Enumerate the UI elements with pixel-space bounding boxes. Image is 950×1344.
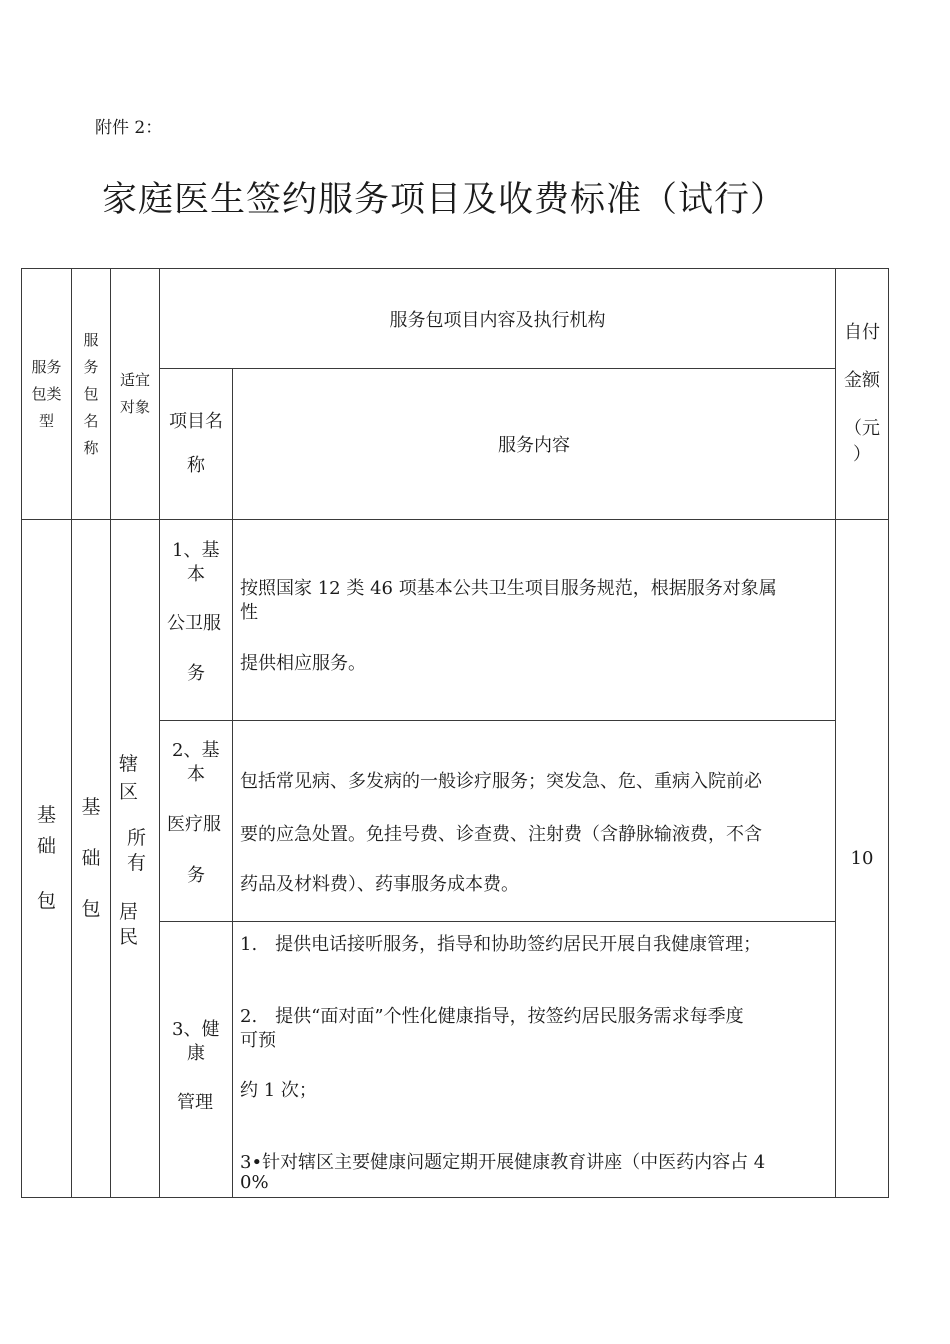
body-service-name-line: 包 <box>81 898 101 920</box>
header-fee <box>835 268 889 520</box>
body-service-type-line: 础 <box>36 835 56 857</box>
row-2-item-line: 2、基 <box>172 740 220 761</box>
header-target-line: 对象 <box>119 398 150 416</box>
body-target-line: 辖 <box>119 753 139 775</box>
row-2-content <box>232 720 836 922</box>
body-service-name <box>71 519 111 1198</box>
row-1-item-line: 务 <box>187 663 205 684</box>
header-service-content: 服务内容 <box>232 368 836 520</box>
header-item-name <box>159 368 233 520</box>
body-fee: 10 <box>835 519 889 1198</box>
body-service-type <box>21 519 72 1198</box>
row-2-content-line: 要的应急处置。免挂号费、诊查费、注射费（含静脉输液费，不含 <box>240 824 762 845</box>
header-item-name-line: 项目名 <box>169 411 223 432</box>
header-fee-line: 金额 <box>844 370 880 391</box>
row-1-content <box>232 519 836 721</box>
row-3-item-line: 管理 <box>177 1092 213 1113</box>
header-service-type <box>21 268 72 520</box>
header-service-name-line: 务 <box>83 357 99 376</box>
header-service-name-line: 服 <box>83 330 99 349</box>
row-3-content-line: 3•针对辖区主要健康问题定期开展健康教育讲座（中医药内容占 4 <box>240 1152 766 1173</box>
header-fee-line: 自付 <box>844 322 880 343</box>
body-service-type-line: 包 <box>36 890 56 912</box>
row-3-content-line: 1. 提供电话接听服务，指导和协助签约居民开展自我健康管理； <box>240 934 762 955</box>
header-fee-line: ） <box>853 444 871 465</box>
row-3-content-line: 可预 <box>240 1030 276 1051</box>
row-2-content-line: 药品及材料费）、药事服务成本费。 <box>240 874 519 895</box>
header-target-line: 适宜 <box>119 371 150 389</box>
body-target-line: 区 <box>119 781 139 803</box>
header-service-type-line: 型 <box>38 411 54 430</box>
header-service-name-line: 名 <box>83 411 99 430</box>
body-target-line: 有 <box>127 852 147 874</box>
header-service-name-line: 称 <box>83 438 99 457</box>
header-service-name-line: 包 <box>83 384 99 403</box>
row-3-content-line: 0% <box>240 1172 269 1193</box>
body-target-line: 居 <box>119 901 139 923</box>
header-fee-line: （元 <box>844 418 880 439</box>
header-service-name <box>71 268 111 520</box>
row-2-item <box>159 720 233 922</box>
row-1-content-line: 按照国家 12 类 46 项基本公共卫生项目服务规范，根据服务对象属 <box>240 578 777 599</box>
row-3-content <box>232 921 836 1198</box>
row-3-item <box>159 921 233 1198</box>
row-1-item-line: 公卫服 <box>167 613 221 634</box>
header-service-type-line: 包类 <box>31 384 62 403</box>
row-3-content-line: 2. 提供“面对面”个性化健康指导，按签约居民服务需求每季度 <box>240 1006 744 1027</box>
body-target-line: 民 <box>119 926 139 948</box>
body-service-name-line: 基 <box>81 796 101 818</box>
row-1-item <box>159 519 233 721</box>
row-1-item-line: 1、基 <box>172 540 220 561</box>
row-2-item-line: 医疗服 <box>167 814 221 835</box>
row-1-content-line: 性 <box>240 602 258 623</box>
body-service-name-line: 础 <box>81 847 101 869</box>
row-3-content-line: 约 1 次； <box>240 1080 317 1101</box>
row-3-item-line: 3、健 <box>172 1019 220 1040</box>
row-3-item-line: 康 <box>187 1043 205 1064</box>
body-service-type-line: 基 <box>36 804 56 826</box>
row-2-content-line: 包括常见病、多发病的一般诊疗服务；突发急、危、重病入院前必 <box>240 771 762 792</box>
row-1-item-line: 本 <box>187 564 205 585</box>
header-item-name-line: 称 <box>187 455 205 476</box>
header-target <box>110 268 160 520</box>
row-1-content-line: 提供相应服务。 <box>240 653 366 674</box>
body-target-line: 所 <box>127 827 147 849</box>
row-2-item-line: 本 <box>187 764 205 785</box>
header-service-type-line: 服务 <box>31 357 62 376</box>
row-2-item-line: 务 <box>187 865 205 886</box>
body-target <box>110 519 160 1198</box>
attachment-label: 附件 2： <box>95 118 163 138</box>
header-group: 服务包项目内容及执行机构 <box>159 268 836 369</box>
page-title: 家庭医生签约服务项目及收费标准（试行） <box>102 180 787 220</box>
